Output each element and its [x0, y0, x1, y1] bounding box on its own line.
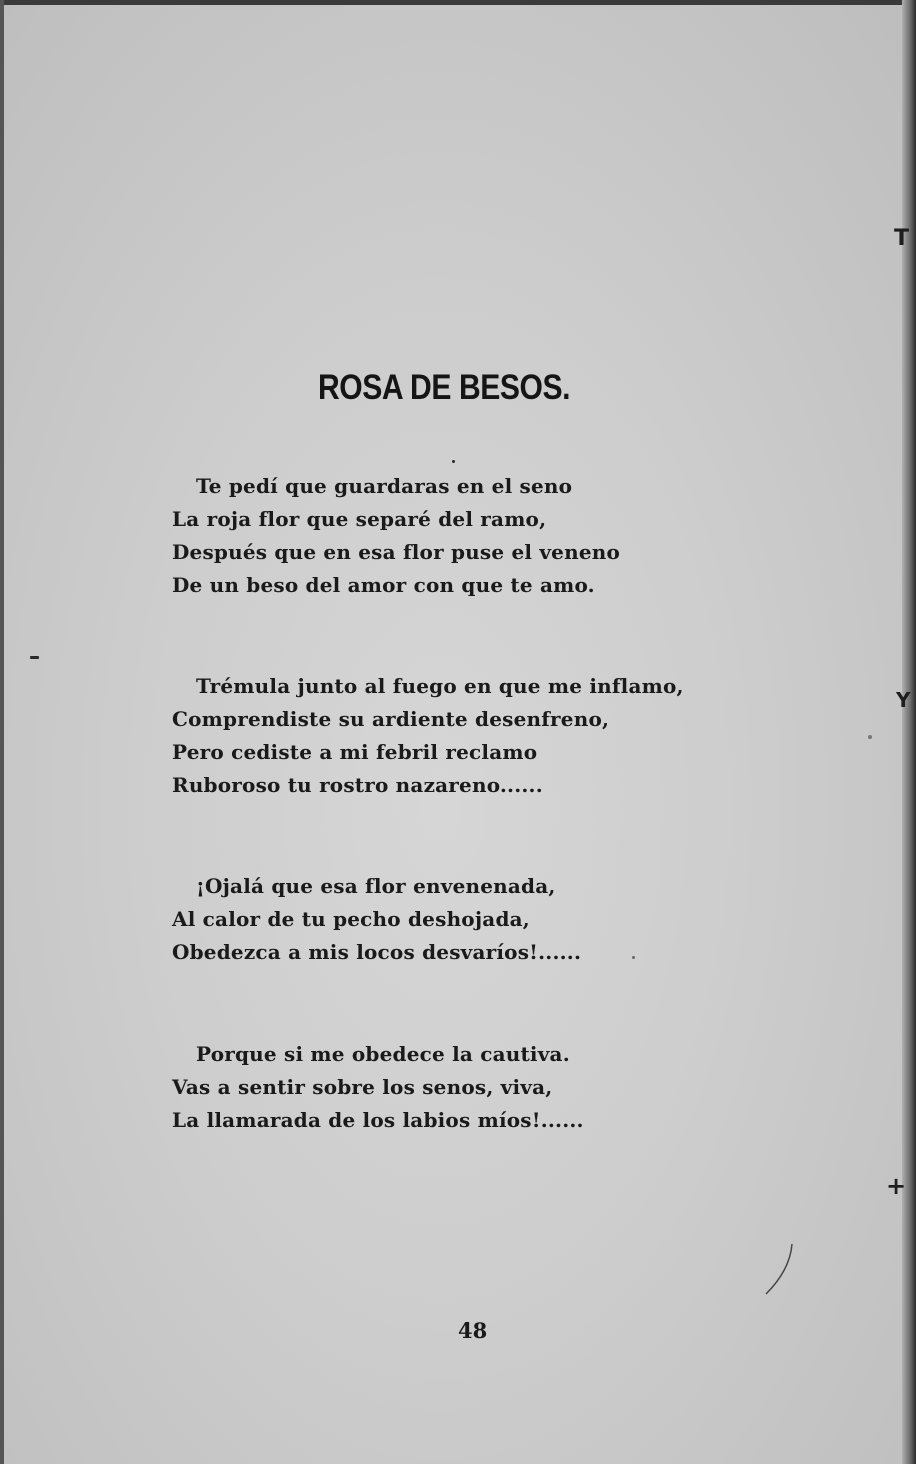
- stanza-1: [172, 470, 620, 602]
- page-top-edge: [0, 0, 916, 5]
- scan-speck: [30, 656, 39, 659]
- scan-speck: [632, 956, 635, 959]
- page-right-edge: [902, 0, 916, 1464]
- scan-mark: +: [886, 1172, 907, 1200]
- verse-line: De un beso del amor con que te amo.: [172, 573, 595, 597]
- scan-speck: [452, 460, 455, 463]
- verse-line: La llamarada de los labios míos!......: [172, 1108, 584, 1132]
- scan-mark: Y: [896, 688, 911, 712]
- verse-line: Trémula junto al fuego en que me inflamo,: [196, 674, 684, 698]
- verse-line: Ruboroso tu rostro nazareno......: [172, 773, 543, 797]
- verse-line: ¡Ojalá que esa flor envenenada,: [196, 874, 556, 898]
- page-number: 48: [458, 1318, 488, 1343]
- verse-line: Obedezca a mis locos desvaríos!......: [172, 940, 582, 964]
- scan-scratch: [760, 1240, 800, 1300]
- stanza-4: [172, 1038, 584, 1137]
- verse-line: La roja flor que separé del ramo,: [172, 507, 547, 531]
- poem-title: ROSA DE BESOS.: [318, 368, 571, 407]
- verse-line: Vas a sentir sobre los senos, viva,: [172, 1075, 553, 1099]
- scan-mark: T: [894, 226, 910, 251]
- verse-line: Pero cediste a mi febril reclamo: [172, 740, 538, 764]
- page-left-edge: [0, 0, 4, 1464]
- verse-line: Después que en esa flor puse el veneno: [172, 540, 621, 564]
- verse-line: Te pedí que guardaras en el seno: [196, 474, 573, 498]
- verse-line: Al calor de tu pecho deshojada,: [172, 907, 530, 931]
- stanza-3: [172, 870, 581, 969]
- verse-line: Porque si me obedece la cautiva.: [196, 1042, 570, 1066]
- stanza-2: [172, 670, 684, 802]
- verse-line: Comprendiste su ardiente desenfreno,: [172, 707, 610, 731]
- scan-speck: [868, 735, 872, 739]
